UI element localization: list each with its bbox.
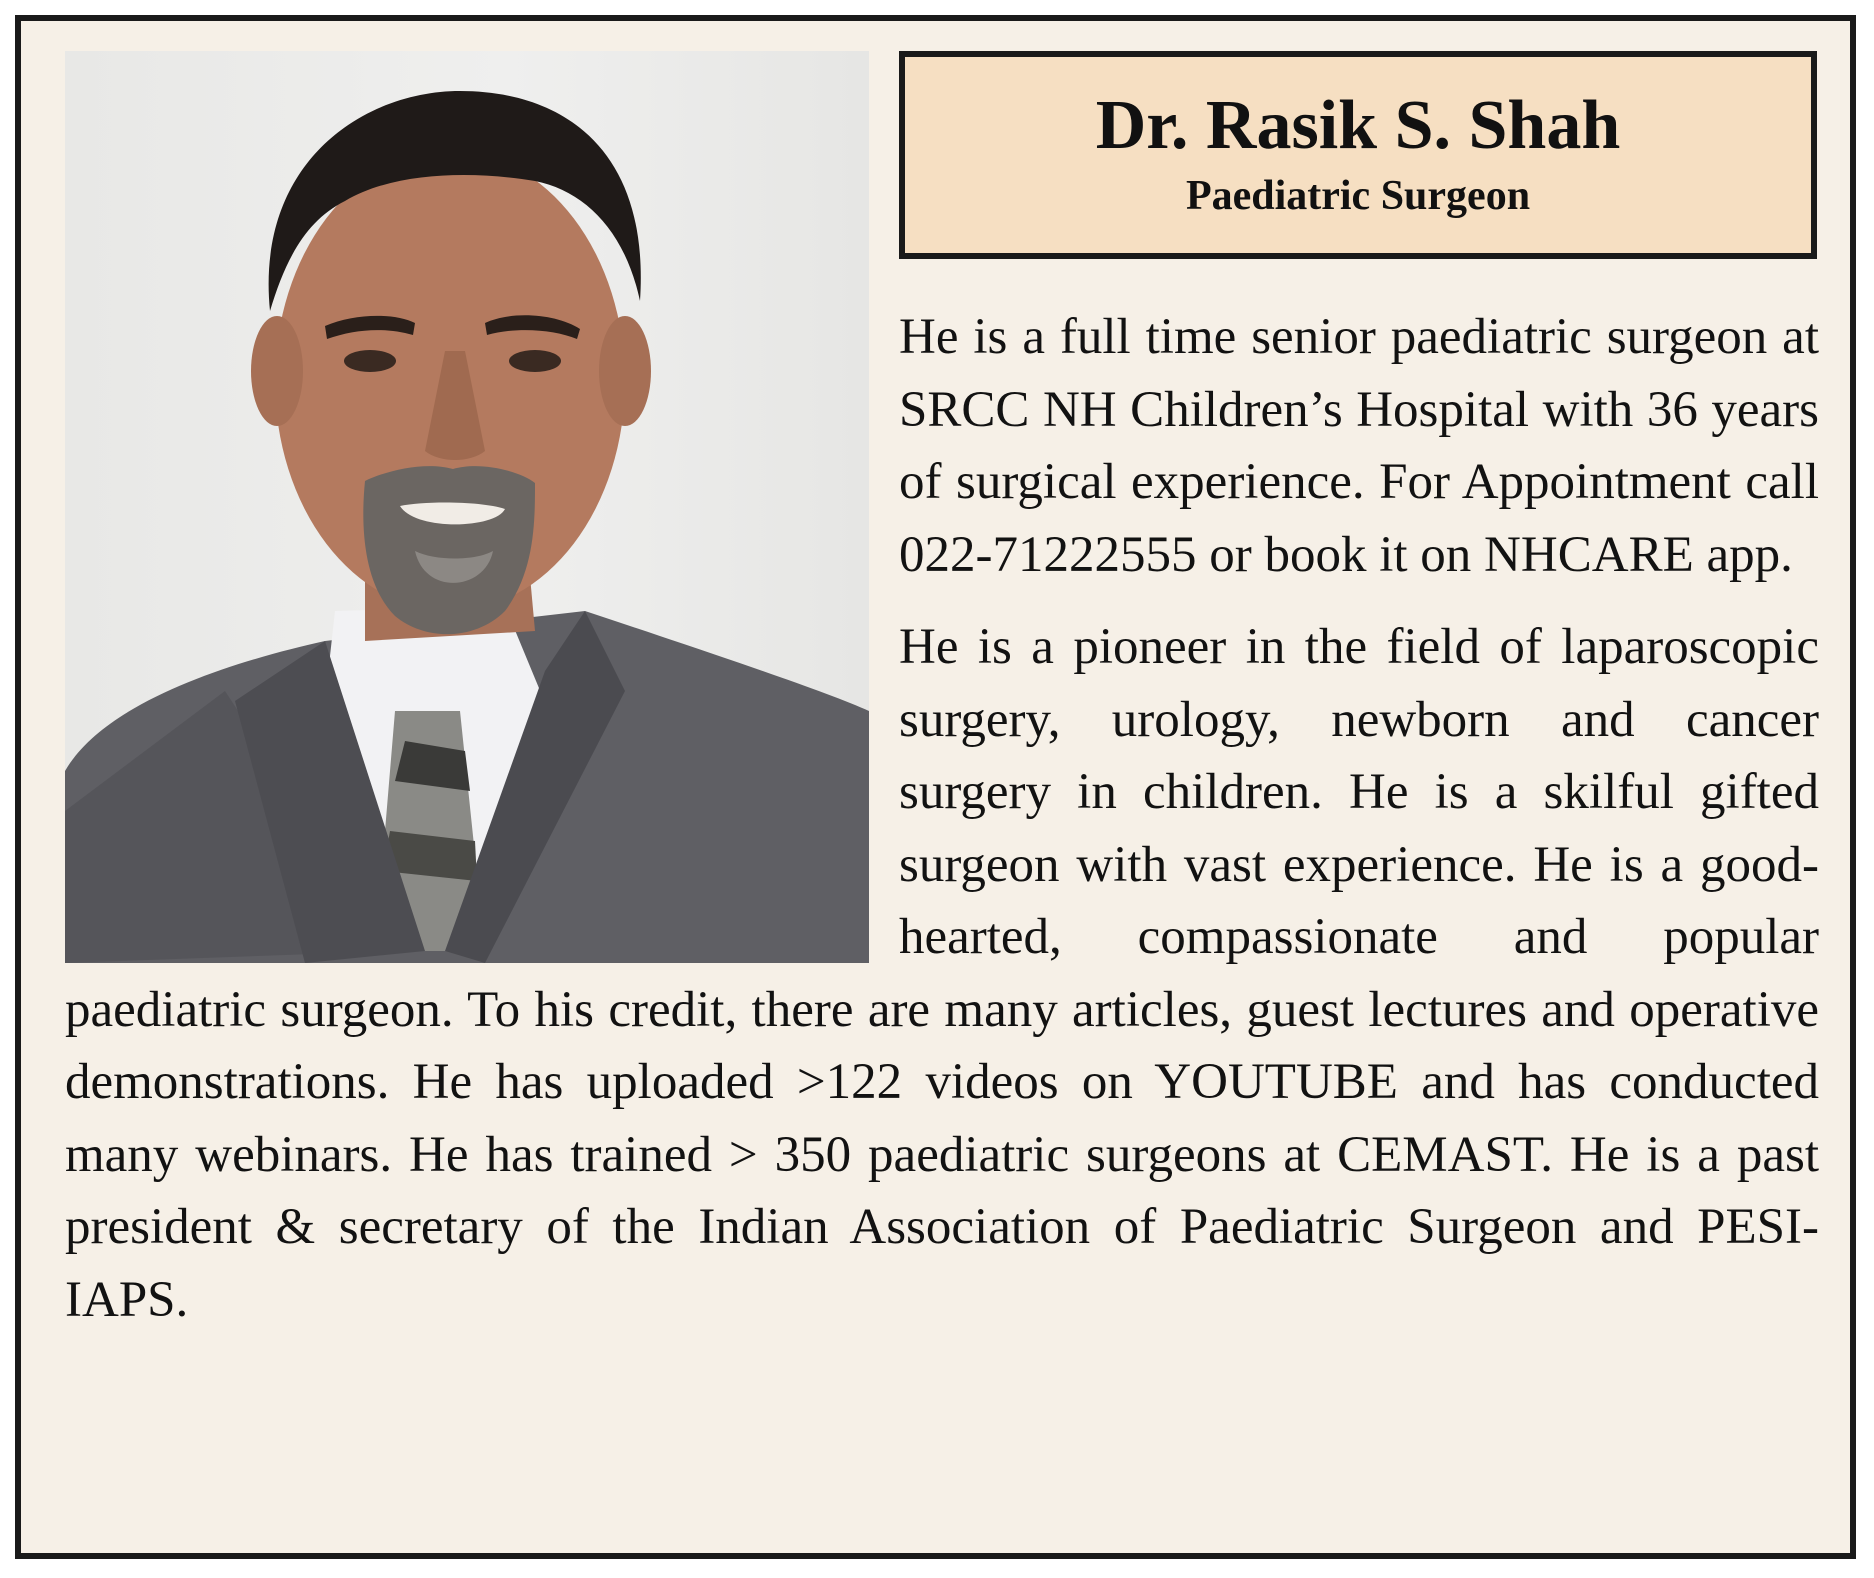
bio-paragraph-2: He is a pioneer in the field of laparoscopic surgery, urology, newborn and cancer surgery in children. He is a skilful gifted surgeon with vast experience. He is a good-hearted, compassionate and popular paediatric surgeon. To his credit, there are many articles, guest lectures and operative demonstrations. He has uploaded >122 videos on YOUTUBE and has conducted many webinars. He has trained > 350 paediatric surgeons at CEMAST. He is a past president & secretary of the Indian Association of Paediatric Surgeon and PESI-IAPS. (65, 619, 1819, 1328)
doctor-title: Paediatric Surgeon (1185, 173, 1531, 219)
bio-paragraph-1: He is a full time senior paediatric surgeon at SRCC NH Children’s Hospital with 36 years of surgical experience. For Appointment call 022-71222555 or book it on NHCARE app. (899, 309, 1819, 583)
profile-card (15, 15, 1856, 1559)
doctor-name: Dr. Rasik S. Shah (1095, 87, 1621, 164)
bio-content (65, 51, 1819, 1521)
